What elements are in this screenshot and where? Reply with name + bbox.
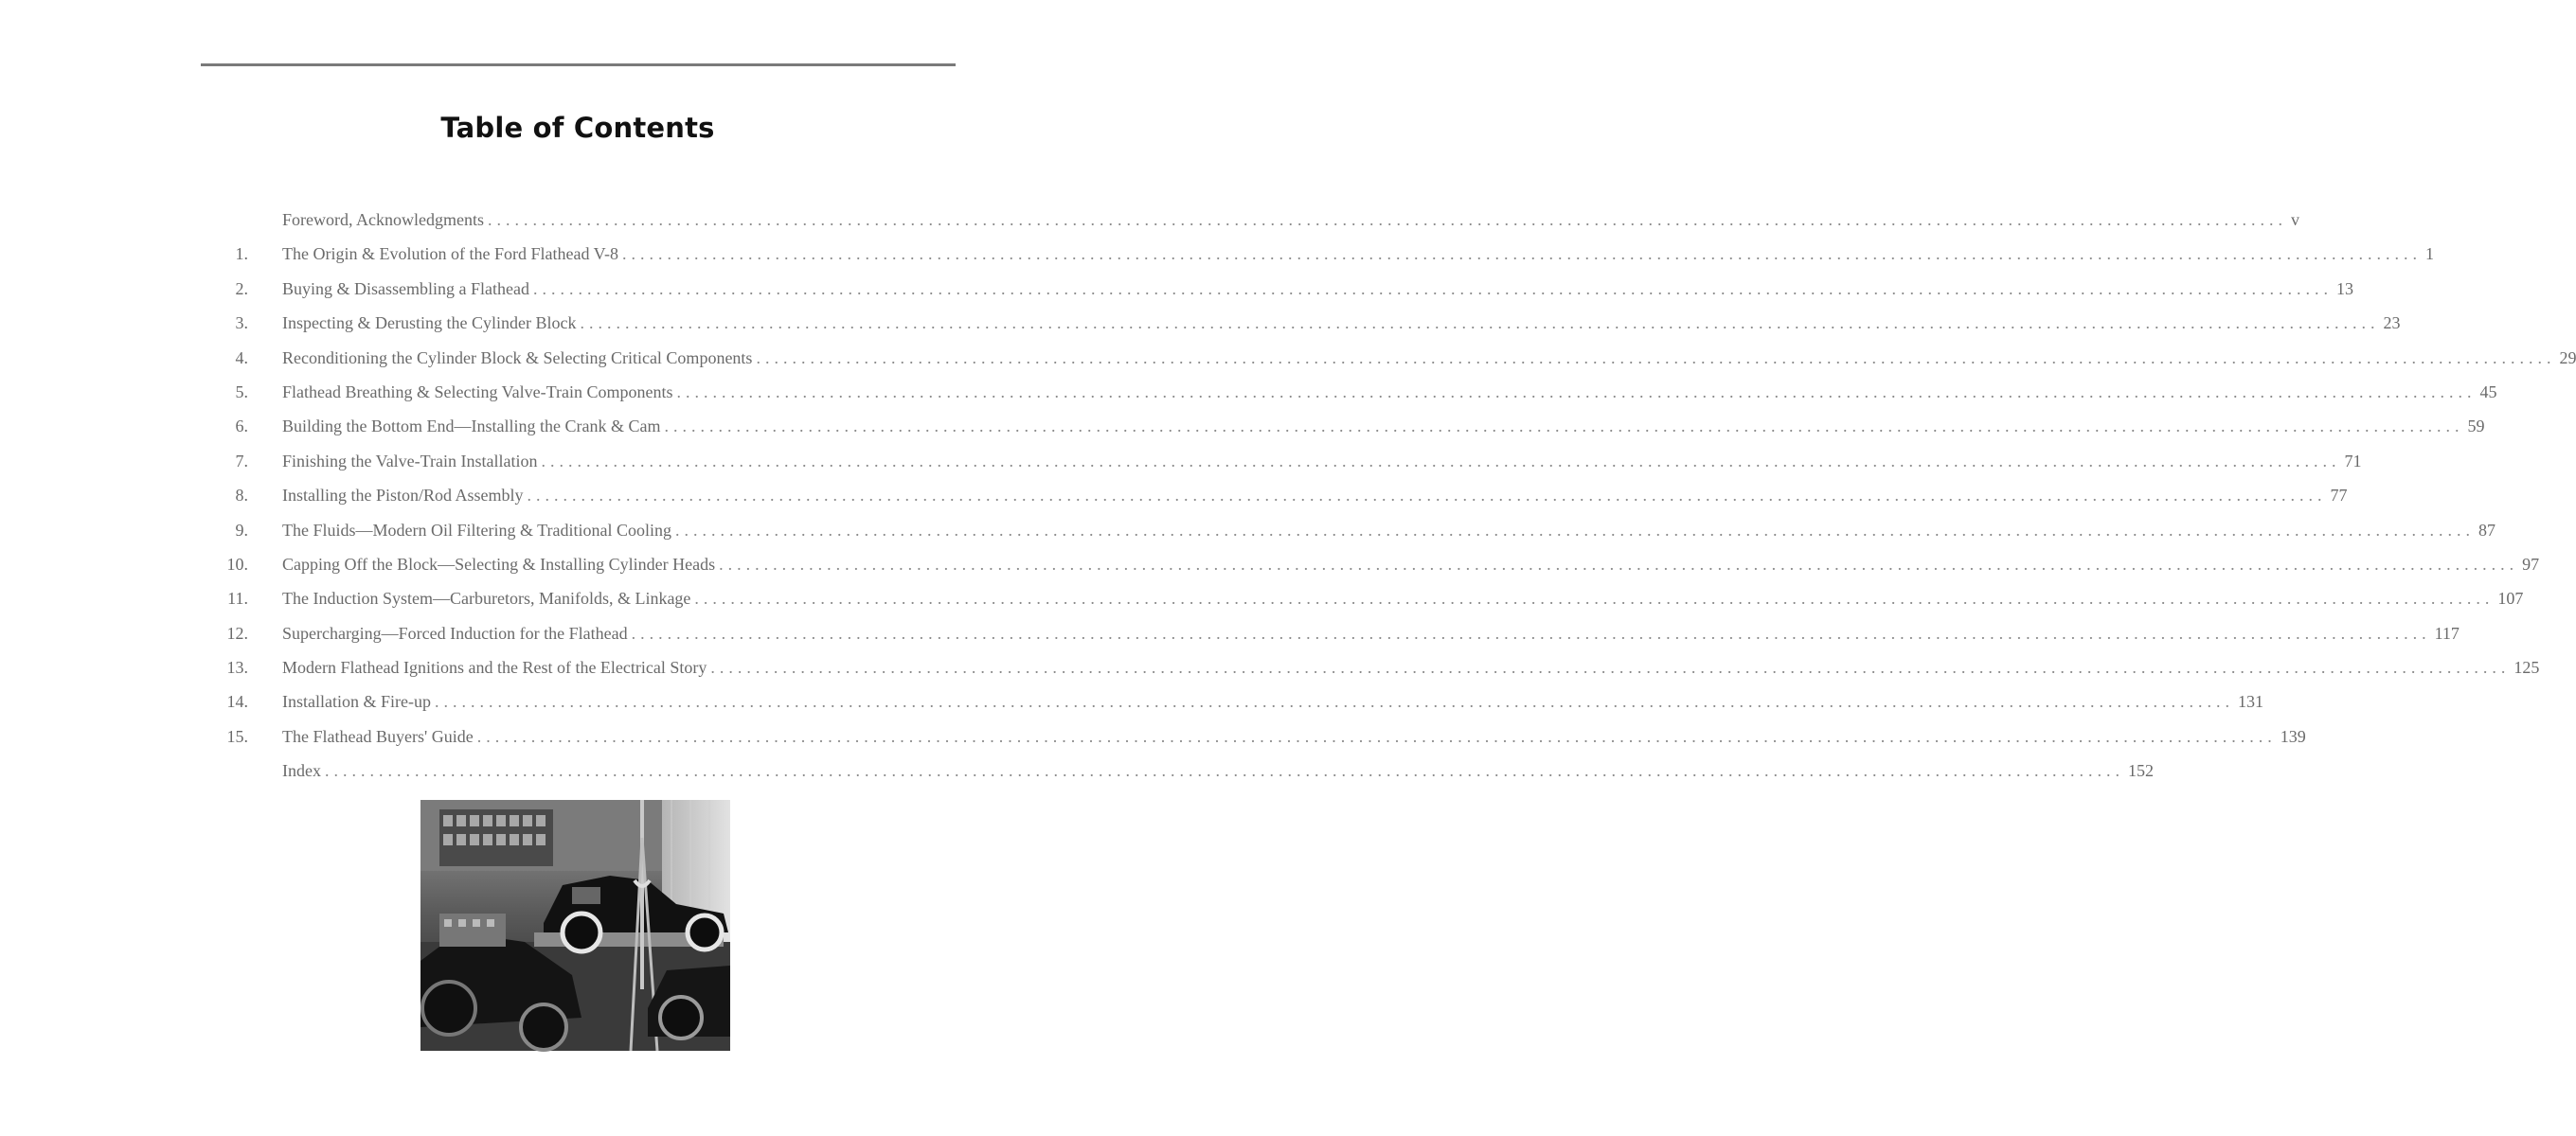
entry-title: The Fluids—Modern Oil Filtering & Traditional Cooling — [282, 520, 672, 540]
entry-number: 13. — [226, 658, 248, 678]
entry-number: 6. — [235, 417, 248, 436]
dot-leader: ........................................................................................................................................................................................................ — [694, 589, 2495, 609]
entry-number: 10. — [226, 554, 248, 574]
dot-leader: ........................................................................................................................................................................................................ — [487, 210, 2287, 229]
entry-title: Foreword, Acknowledgments — [282, 210, 484, 229]
entry-title: Reconditioning the Cylinder Block & Selecting Critical Components — [282, 347, 753, 367]
entry-title: Modern Flathead Ignitions and the Rest of the Electrical Story — [282, 658, 707, 678]
entry-page: 152 — [2127, 761, 2154, 781]
entry-page: 71 — [2344, 451, 2362, 470]
dot-leader: ........................................................................................................................................................................................................ — [710, 658, 2511, 678]
entry-page: v — [2290, 210, 2299, 229]
entry-number: 3. — [235, 313, 248, 333]
top-rule — [201, 63, 956, 66]
entry-title: Index — [282, 761, 321, 781]
entry-number: 9. — [235, 520, 248, 540]
entry-title: Supercharging—Forced Induction for the Flathead — [282, 623, 628, 643]
dot-leader: ........................................................................................................................................................................................................ — [631, 623, 2431, 643]
toc-entry[interactable] — [220, 377, 2497, 411]
dot-leader: ........................................................................................................................................................................................................ — [664, 417, 2464, 436]
toc-entry[interactable] — [220, 239, 2434, 273]
entry-page: 117 — [2434, 623, 2460, 643]
entry-title: Buying & Disassembling a Flathead — [282, 278, 529, 298]
toc-entry[interactable] — [220, 721, 2306, 755]
dot-leader: ........................................................................................................................................................................................................ — [676, 382, 2477, 401]
entry-title: The Flathead Buyers' Guide — [282, 726, 474, 746]
entry-title: Inspecting & Derusting the Cylinder Block — [282, 313, 577, 333]
entry-page: 139 — [2280, 726, 2306, 746]
toc-entry[interactable] — [220, 274, 2353, 308]
entry-title: Installing the Piston/Rod Assembly — [282, 486, 524, 506]
entry-number: 1. — [235, 244, 248, 264]
entry-number: 7. — [235, 451, 248, 470]
entry-page: 1 — [2424, 244, 2434, 264]
entry-page: 59 — [2467, 417, 2485, 436]
entry-number: 11. — [227, 589, 248, 609]
entry-page: 13 — [2335, 278, 2353, 298]
entry-number: 4. — [235, 347, 248, 367]
toc-entry[interactable] — [220, 446, 2362, 480]
toc-entry[interactable] — [220, 480, 2348, 514]
dot-leader: ........................................................................................................................................................................................................ — [527, 486, 2327, 506]
toc-entry[interactable] — [220, 308, 2401, 342]
toc-entry[interactable] — [220, 411, 2485, 445]
entry-page: 97 — [2522, 554, 2540, 574]
toc-entry[interactable] — [220, 618, 2460, 652]
dot-leader: ........................................................................................................................................................................................................ — [434, 692, 2234, 712]
entry-page: 77 — [2330, 486, 2348, 506]
entry-title: Flathead Breathing & Selecting Valve-Train Components — [282, 382, 673, 401]
toc-entry[interactable] — [220, 652, 2540, 686]
entry-page: 87 — [2478, 520, 2496, 540]
toc-entry[interactable] — [220, 515, 2496, 549]
toc-entry[interactable] — [220, 549, 2540, 583]
entry-page: 131 — [2237, 692, 2263, 712]
entry-title: Finishing the Valve-Train Installation — [282, 451, 538, 470]
entry-page: 45 — [2479, 382, 2497, 401]
table-of-contents — [220, 204, 2576, 790]
entry-number: 5. — [235, 382, 248, 401]
toc-entry[interactable] — [220, 755, 2154, 790]
toc-entry[interactable] — [220, 583, 2524, 617]
dot-leader: ........................................................................................................................................................................................................ — [756, 347, 2556, 367]
dot-leader: ........................................................................................................................................................................................................ — [621, 244, 2422, 264]
entry-number: 15. — [226, 726, 248, 746]
entry-title: Capping Off the Block—Selecting & Installing Cylinder Heads — [282, 554, 716, 574]
dot-leader: ........................................................................................................................................................................................................ — [580, 313, 2380, 333]
entry-number: 12. — [226, 623, 248, 643]
entry-number: 8. — [235, 486, 248, 506]
toc-entry[interactable] — [220, 204, 2299, 239]
entry-title: Installation & Fire-up — [282, 692, 431, 712]
entry-title: Building the Bottom End—Installing the Crank & Cam — [282, 417, 661, 436]
entry-number: 14. — [226, 692, 248, 712]
entry-page: 23 — [2383, 313, 2401, 333]
entry-number: 2. — [235, 278, 248, 298]
entry-page: 107 — [2497, 589, 2524, 609]
entry-page: 29 — [2559, 347, 2576, 367]
page-title: Table of Contents — [440, 112, 715, 144]
dot-leader: ........................................................................................................................................................................................................ — [324, 761, 2124, 781]
toc-entry[interactable] — [220, 686, 2263, 720]
dot-leader: ........................................................................................................................................................................................................ — [719, 554, 2519, 574]
entry-page: 125 — [2513, 658, 2540, 678]
dot-leader: ........................................................................................................................................................................................................ — [476, 726, 2277, 746]
dot-leader: ........................................................................................................................................................................................................ — [675, 520, 2476, 540]
entry-title: The Induction System—Carburetors, Manifolds, & Linkage — [282, 589, 691, 609]
toc-entry[interactable] — [220, 343, 2576, 377]
dot-leader: ........................................................................................................................................................................................................ — [532, 278, 2333, 298]
dot-leader: ........................................................................................................................................................................................................ — [541, 451, 2341, 470]
hot-rod-garage-photo — [420, 800, 730, 1051]
entry-title: The Origin & Evolution of the Ford Flathead V-8 — [282, 244, 618, 264]
garage-photo — [420, 800, 730, 1051]
